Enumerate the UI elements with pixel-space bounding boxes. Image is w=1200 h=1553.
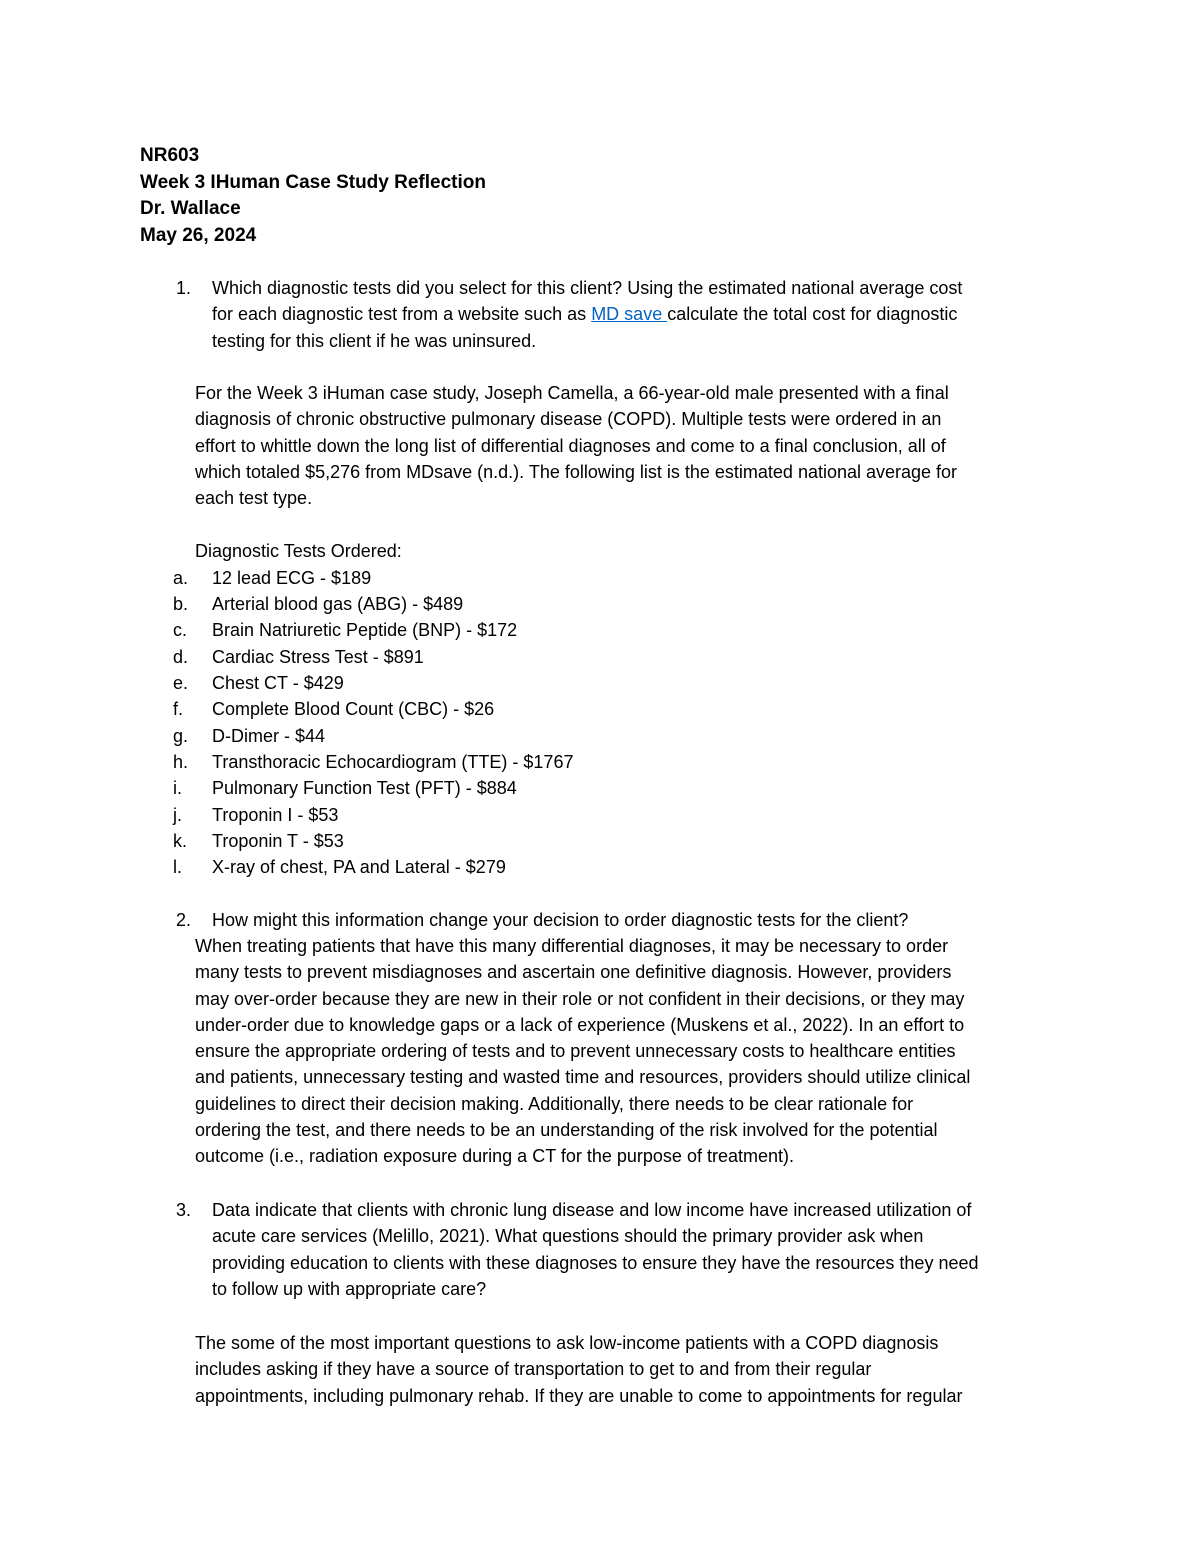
question-2-text: How might this information change your decision to order diagnostic tests for the client? xyxy=(212,910,909,930)
list-item-text: Troponin I - $53 xyxy=(212,805,339,825)
list-item-letter: l. xyxy=(173,857,182,877)
question-1-line-1: Which diagnostic tests did you select for this client? Using the estimated national average cost xyxy=(212,278,963,298)
answer-3-line: The some of the most important questions to ask low-income patients with a COPD diagnosis xyxy=(195,1333,939,1353)
question-1-line-3: testing for this client if he was uninsured. xyxy=(212,331,537,351)
list-item-text: Troponin T - $53 xyxy=(212,831,344,851)
course-code: NR603 xyxy=(140,145,200,166)
answer-1-paragraph xyxy=(195,380,957,511)
question-1-line-2-end: calculate the total cost for diagnostic xyxy=(667,304,958,324)
list-item-letter: g. xyxy=(173,726,189,746)
answer-2-paragraph xyxy=(195,933,970,1170)
question-1-number: 1. xyxy=(176,278,192,298)
question-3-line: Data indicate that clients with chronic lung disease and low income have increased utilization of xyxy=(212,1200,972,1220)
tests-heading: Diagnostic Tests Ordered: xyxy=(195,541,402,561)
list-item-text: 12 lead ECG - $189 xyxy=(212,568,372,588)
answer-2-line: outcome (i.e., radiation exposure during a CT for the purpose of treatment). xyxy=(195,1146,794,1167)
list-item-letter: b. xyxy=(173,594,189,614)
question-3-line: acute care services (Melillo, 2021). What questions should the primary provider ask when xyxy=(212,1226,924,1247)
answer-2-line: many tests to prevent misdiagnoses and ascertain one definitive diagnosis. However, providers xyxy=(195,962,952,983)
question-1-line-2 xyxy=(212,301,957,327)
answer-1-line: For the Week 3 iHuman case study, Joseph Camella, a 66-year-old male presented with a final xyxy=(195,383,949,403)
list-item-letter: h. xyxy=(173,752,189,772)
document-date: May 26, 2024 xyxy=(140,224,257,246)
list-item-text: Transthoracic Echocardiogram (TTE) - $1767 xyxy=(212,752,574,772)
list-item-text: Brain Natriuretic Peptide (BNP) - $172 xyxy=(212,620,518,640)
answer-2-line: under-order due to knowledge gaps or a lack of experience (Muskens et al., 2022). In an effort to xyxy=(195,1014,965,1035)
question-3-text xyxy=(212,1197,979,1302)
list-item-letter: j. xyxy=(173,805,182,825)
answer-2-line: ensure the appropriate ordering of tests and to prevent unnecessary costs to healthcare entities xyxy=(195,1041,956,1062)
list-item-text: Pulmonary Function Test (PFT) - $884 xyxy=(212,778,517,798)
list-item-letter: a. xyxy=(173,568,189,588)
answer-1-line: each test type. xyxy=(195,488,313,509)
list-item-text: Arterial blood gas (ABG) - $489 xyxy=(212,594,464,614)
list-item-text: X-ray of chest, PA and Lateral - $279 xyxy=(212,857,506,877)
list-item-text: D-Dimer - $44 xyxy=(212,726,326,746)
instructor-name: Dr. Wallace xyxy=(140,198,241,219)
answer-2-line: ordering the test, and there needs to be an understanding of the risk involved for the potential xyxy=(195,1120,938,1141)
document-header xyxy=(140,143,486,249)
md-save-link[interactable]: MD save xyxy=(591,304,668,324)
answer-3-paragraph xyxy=(195,1330,962,1409)
list-item-text: Complete Blood Count (CBC) - $26 xyxy=(212,699,495,719)
list-item-letter: d. xyxy=(173,647,189,667)
answer-1-line: which totaled $5,276 from MDsave (n.d.). The following list is the estimated national average for xyxy=(195,461,958,482)
question-1-line-2-start: for each diagnostic test from a website such as xyxy=(212,304,592,324)
document-title: Week 3 IHuman Case Study Reflection xyxy=(140,171,486,193)
list-item-text: Chest CT - $429 xyxy=(212,673,344,693)
question-2-number: 2. xyxy=(176,910,192,930)
answer-3-line: appointments, including pulmonary rehab. If they are unable to come to appointments for regular xyxy=(195,1385,963,1406)
answer-2-line: guidelines to direct their decision making. Additionally, there needs to be clear rationale for xyxy=(195,1093,914,1114)
list-item-letter: c. xyxy=(173,620,188,640)
answer-1-line: diagnosis of chronic obstructive pulmonary disease (COPD). Multiple tests were ordered in an xyxy=(195,409,942,430)
answer-3-line: includes asking if they have a source of transportation to get to and from their regular xyxy=(195,1359,872,1380)
answer-2-line: may over-order because they are new in their role or not confident in their decisions, or they may xyxy=(195,988,965,1009)
answer-2-line: and patients, unnecessary testing and wasted time and resources, providers should utilize clinical xyxy=(195,1067,971,1088)
list-item-letter: f. xyxy=(173,699,184,719)
question-3-line: providing education to clients with these diagnoses to ensure they have the resources they need xyxy=(212,1252,979,1273)
list-item-letter: k. xyxy=(173,831,188,851)
list-item-text: Cardiac Stress Test - $891 xyxy=(212,647,424,667)
answer-1-line: effort to whittle down the long list of differential diagnoses and come to a final conclusion, all of xyxy=(195,435,946,456)
list-item-letter: e. xyxy=(173,673,189,693)
question-3-number: 3. xyxy=(176,1200,192,1220)
question-3-line: to follow up with appropriate care? xyxy=(212,1278,487,1299)
answer-2-line: When treating patients that have this many differential diagnoses, it may be necessary to order xyxy=(195,936,949,956)
list-item-letter: i. xyxy=(173,778,182,798)
